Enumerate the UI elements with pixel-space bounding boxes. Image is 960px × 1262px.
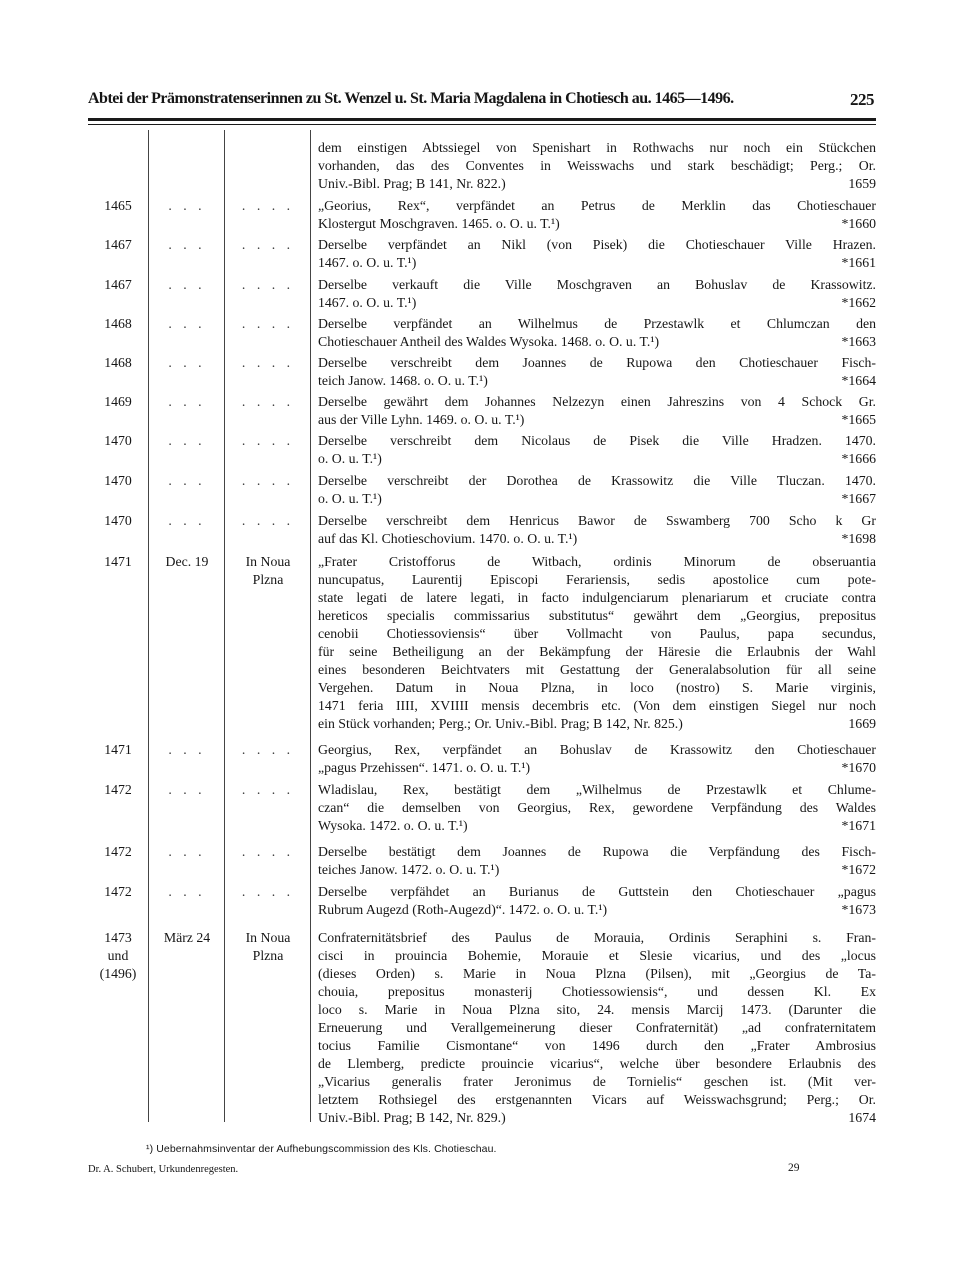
- entry-place: . . . .: [241, 782, 295, 797]
- entry-text-line: dem einstigen Abtssiegel von Spenishart in Rothwachs nur noch ein Stückchen: [318, 140, 876, 155]
- entry-day: . . .: [168, 884, 206, 899]
- entry-text-line: state legati de latere legati, in facto indulgenciarum plenariarum et cruciate contra: [318, 590, 876, 605]
- entry-text: [318, 843, 876, 879]
- running-header: [88, 90, 876, 108]
- entry-text-line: Derselbe verpfändet an Nikl (von Pisek) die Chotieschauer Ville Hrazen.: [318, 237, 876, 252]
- header-rule-thick: [88, 118, 876, 121]
- entry-text-line: Erneuerung und Verallgemeinerung dieser Confraternität) „ad confraternitatem: [318, 1020, 876, 1035]
- entry-year: 1468: [104, 355, 132, 370]
- entry-text: [318, 276, 876, 312]
- entry-year: 1473 und (1496): [99, 930, 137, 981]
- entry-text-line: Univ.-Bibl. Prag; B 142, Nr. 829.) 1674: [318, 1110, 876, 1125]
- entry-text-line: ein Stück vorhanden; Perg.; Or. Univ.-Bibl. Prag; B 142, Nr. 825.) 1669: [318, 716, 876, 731]
- entry-text-line: Derselbe bestätigt dem Joannes de Rupowa die Verpfändung des Fisch-: [318, 844, 876, 859]
- entry-number: *1672: [841, 862, 876, 877]
- page-number: 225: [850, 90, 874, 109]
- entry-text: [318, 139, 876, 193]
- entry-day: . . .: [168, 277, 206, 292]
- entry-number: *1665: [841, 412, 876, 427]
- footer-author: Dr. A. Schubert, Urkundenregesten.: [88, 1164, 239, 1175]
- entry-day: . . .: [168, 394, 206, 409]
- entry-text-line: teich Janow. 1468. o. O. u. T.¹) *1664: [318, 373, 876, 388]
- header-rule-thin: [88, 124, 876, 125]
- entry-day: . . .: [168, 513, 206, 528]
- footer-signature: 29: [788, 1162, 800, 1174]
- entry-text-line: Derselbe verkauft die Ville Moschgraven an Bohuslav de Krassowitz.: [318, 277, 876, 292]
- entry-text-line: für seine Betheiligung an der Bekämpfung der Häresie die Erlaubnis der Wahl: [318, 644, 876, 659]
- entry-text: [318, 929, 876, 1127]
- entry-year: 1471: [104, 742, 132, 757]
- entry-day: . . .: [168, 782, 206, 797]
- entry-text: [318, 741, 876, 777]
- entry-day: . . .: [168, 473, 206, 488]
- entry-text-line: Derselbe verschreibt dem Nicolaus de Pisek die Ville Hradzen. 1470.: [318, 433, 876, 448]
- entry-place: . . . .: [241, 316, 295, 331]
- entry-year: 1470: [104, 473, 132, 488]
- entry-text-line: Wysoka. 1472. o. O. u. T.¹) *1671: [318, 818, 876, 833]
- entry-text-line: 1471 feria IIII, XVIIII mensis decembris etc. (Von dem einstigen Siegel nur noch: [318, 698, 876, 713]
- entry-text: [318, 354, 876, 390]
- entry-text-line: Derselbe verpfändet an Wilhelmus de Przestawlk et Chlumczan den: [318, 316, 876, 331]
- entry-text-line: teiches Janow. 1472. o. O. u. T.¹) *1672: [318, 862, 876, 877]
- entry-text: [318, 197, 876, 233]
- entry-text-line: Derselbe verschreibt der Dorothea de Krassowitz die Ville Tluczan. 1470.: [318, 473, 876, 488]
- entry-place: . . . .: [241, 198, 295, 213]
- entry-place: . . . .: [241, 473, 295, 488]
- entry-place: . . . .: [241, 884, 295, 899]
- entry-text-line: auf das Kl. Chotieschovium. 1470. o. O. u. T.¹) *1698: [318, 531, 876, 546]
- entry-text-line: loco s. Marie in Noua Plzna sito, 24. mensis Marcij 1473. (Darunter die: [318, 1002, 876, 1017]
- entry-text-line: „pagus Przehissen“. 1471. o. O. u. T.¹) *1670: [318, 760, 876, 775]
- entry-number: *1670: [841, 760, 876, 775]
- entry-text-line: czan“ die demselben von Georgius, Rex, gewordene Verpfändung des Waldes: [318, 800, 876, 815]
- entry-text-line: Klostergut Moschgraven. 1465. o. O. u. T.¹) *1660: [318, 216, 876, 231]
- entry-text-line: Derselbe verschreibt dem Joannes de Rupowa den Chotieschauer Fisch-: [318, 355, 876, 370]
- entry-text-line: Vergehen. Datum in Noua Plzna, in loco (nostro) S. Marie virginis,: [318, 680, 876, 695]
- entry-text-line: Confraternitätsbrief des Paulus de Morauia, Ordinis Seraphini s. Fran-: [318, 930, 876, 945]
- column-divider-1: [148, 130, 149, 1122]
- entry-number: *1671: [841, 818, 876, 833]
- entry-text-line: Chotieschauer Antheil des Waldes Wysoka. 1468. o. O. u. T.¹) *1663: [318, 334, 876, 349]
- entry-text-line: letztem Rothsiegel des erstgenannten Vicars auf Weisswachsgrund; Perg.; Or.: [318, 1092, 876, 1107]
- entry-day: . . .: [168, 433, 206, 448]
- entry-text-line: de Llemberg, predicte prouincie vicarius“, welche über besondere Erlaubnis des: [318, 1056, 876, 1071]
- entry-number: *1667: [841, 491, 876, 506]
- entry-year: 1470: [104, 513, 132, 528]
- entry-day: . . .: [168, 355, 206, 370]
- entry-day: März 24: [163, 930, 211, 945]
- entry-year: 1468: [104, 316, 132, 331]
- entry-text-line: Univ.-Bibl. Prag; B 141, Nr. 822.) 1659: [318, 176, 876, 191]
- entry-text-line: cisci in prouincia Bohemie, Morauie et Slesie vicarius, und des „locus: [318, 948, 876, 963]
- entry-day: . . .: [168, 316, 206, 331]
- entry-text-line: o. O. u. T.¹) *1666: [318, 451, 876, 466]
- entry-text-line: „Vicarius generalis frater Jeronimus de Tornielis“ geschen ist. (Mit ver-: [318, 1074, 876, 1089]
- entry-day: . . .: [168, 237, 206, 252]
- entry-text: [318, 883, 876, 919]
- entry-year: 1470: [104, 433, 132, 448]
- entry-day: . . .: [168, 742, 206, 757]
- entry-year: 1465: [104, 198, 132, 213]
- header-title: Abtei der Prämonstratenserinnen zu St. Wenzel u. St. Maria Magdalena in Chotiesch au. 1465—1496.: [88, 90, 734, 107]
- entry-number: *1661: [841, 255, 876, 270]
- entry-number: 1659: [848, 176, 876, 191]
- column-divider-3: [310, 130, 311, 1122]
- entry-text-line: chouia, prepositus monasterij Chotiessowiensis“, und dessen Kl. Ex: [318, 984, 876, 999]
- entry-text-line: 1467. o. O. u. T.¹) *1661: [318, 255, 876, 270]
- entry-text-line: Wladislau, Rex, bestätigt dem „Wilhelmus de Przestawlk et Chlume-: [318, 782, 876, 797]
- entry-place: . . . .: [241, 844, 295, 859]
- entry-number: *1662: [841, 295, 876, 310]
- entry-place: . . . .: [241, 277, 295, 292]
- entry-text-line: nuncupatus, Laurentij Episcopi Ferariensis, sedis apostolice cum pote-: [318, 572, 876, 587]
- entry-year: 1467: [104, 237, 132, 252]
- entry-text-line: tocius Familie Cismontane“ von 1496 durch den „Frater Ambrosius: [318, 1038, 876, 1053]
- entry-number: 1669: [848, 716, 876, 731]
- entry-place: In Noua Plzna: [245, 930, 291, 963]
- entry-year: 1469: [104, 394, 132, 409]
- column-divider-2: [224, 130, 225, 1122]
- entry-number: *1698: [841, 531, 876, 546]
- entry-text: [318, 432, 876, 468]
- entry-year: 1471: [104, 554, 132, 569]
- entry-text-line: o. O. u. T.¹) *1667: [318, 491, 876, 506]
- entry-year: 1467: [104, 277, 132, 292]
- entry-place: In Noua Plzna: [245, 554, 291, 587]
- entry-text-line: Georgius, Rex, verpfändet an Bohuslav de Krassowitz den Chotieschauer: [318, 742, 876, 757]
- entry-text: [318, 781, 876, 835]
- entry-text: [318, 512, 876, 548]
- entry-text-line: (dieses Orden) s. Marie in Noua Plzna (Pilsen), mit „Georgius de Ta-: [318, 966, 876, 981]
- entry-text-line: Rubrum Augezd (Roth-Augezd)“. 1472. o. O. u. T.¹) *1673: [318, 902, 876, 917]
- entry-text-line: hereticos specialis commissarius substitutus“ gewährt dem „Georgius, prepositus: [318, 608, 876, 623]
- entry-text-line: Derselbe verpfähdet an Burianus de Guttstein den Chotieschauer „pagus: [318, 884, 876, 899]
- entry-number: 1674: [848, 1110, 876, 1125]
- entry-place: . . . .: [241, 355, 295, 370]
- entry-text: [318, 393, 876, 429]
- entry-number: *1666: [841, 451, 876, 466]
- entry-text-line: vorhanden, das des Conventes in Weisswachs und stark beschädigt; Perg.; Or.: [318, 158, 876, 173]
- entry-text-line: 1467. o. O. u. T.¹) *1662: [318, 295, 876, 310]
- entry-day: . . .: [168, 198, 206, 213]
- entry-text-line: eines besonderen Beichtvaters mit Gestattung der Generalabsolution für all seine: [318, 662, 876, 677]
- entry-text: [318, 553, 876, 733]
- entry-text-line: „Frater Cristofforus de Witbach, ordinis Minorum de obseruantia: [318, 554, 876, 569]
- entry-place: . . . .: [241, 742, 295, 757]
- entry-text: [318, 472, 876, 508]
- entry-day: . . .: [168, 844, 206, 859]
- entry-text-line: cenobii Chotiessoviensis“ über Vollmacht von Paulus, papa secundus,: [318, 626, 876, 641]
- entry-text-line: Derselbe gewährt dem Johannes Nelzezyn einen Jahreszins von 4 Schock Gr.: [318, 394, 876, 409]
- entry-place: . . . .: [241, 433, 295, 448]
- entry-number: *1663: [841, 334, 876, 349]
- entry-text: [318, 315, 876, 351]
- entry-year: 1472: [104, 782, 132, 797]
- entry-place: . . . .: [241, 394, 295, 409]
- entry-place: . . . .: [241, 237, 295, 252]
- entry-year: 1472: [104, 844, 132, 859]
- entry-text-line: aus der Ville Lyhn. 1469. o. O. u. T.¹) *1665: [318, 412, 876, 427]
- entry-number: *1660: [841, 216, 876, 231]
- entry-day: Dec. 19: [165, 554, 209, 569]
- entry-text-line: Derselbe verschreibt dem Henricus Bawor de Sswamberg 700 Scho k Gr: [318, 513, 876, 528]
- entry-text-line: „Georius, Rex“, verpfändet an Petrus de Merklin das Chotieschauer: [318, 198, 876, 213]
- entry-place: . . . .: [241, 513, 295, 528]
- entry-number: *1664: [841, 373, 876, 388]
- footnote: ¹) Uebernahmsinventar der Aufhebungscommission des Kls. Chotieschau.: [146, 1143, 497, 1155]
- entry-year: 1472: [104, 884, 132, 899]
- entry-number: *1673: [841, 902, 876, 917]
- entry-text: [318, 236, 876, 272]
